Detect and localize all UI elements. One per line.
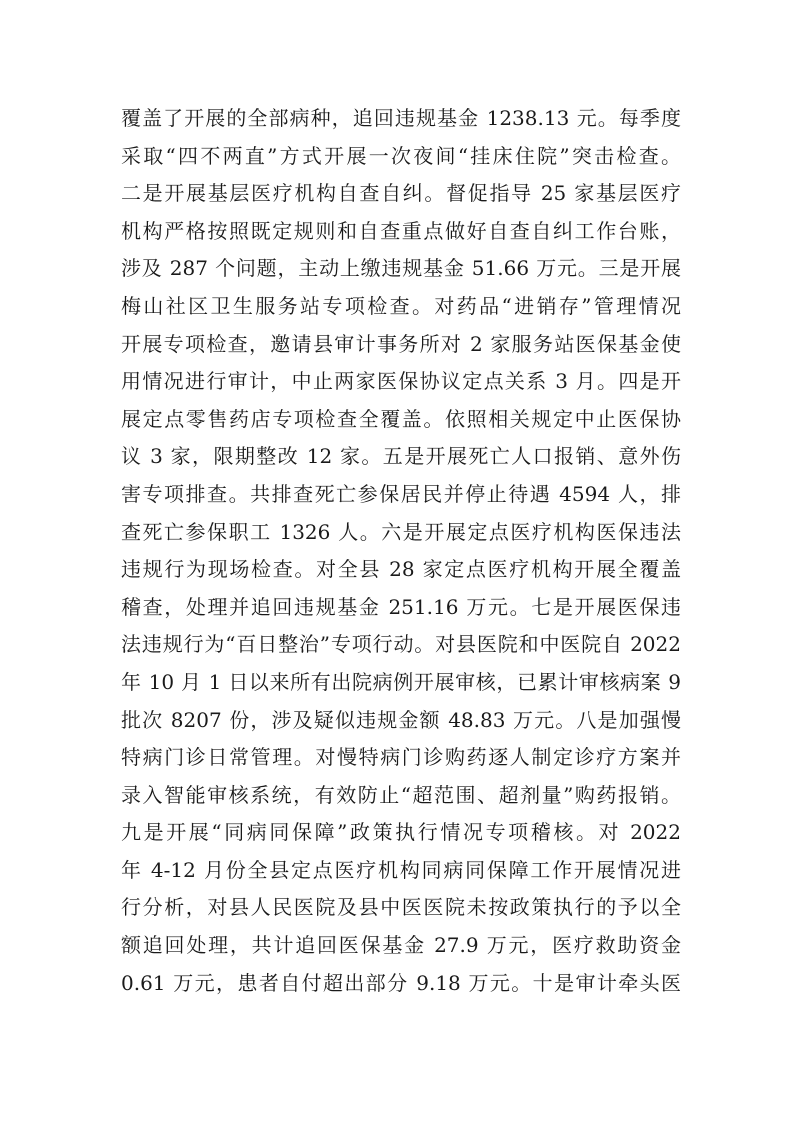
text-line: 违规行为现场检查。对全县 28 家定点医疗机构开展全覆盖 bbox=[121, 557, 681, 582]
text-line: 稽查，处理并追回违规基金 251.16 万元。七是开展医保违 bbox=[121, 594, 681, 619]
text-line: 覆盖了开展的全部病种，追回违规基金 1238.13 元。每季度 bbox=[121, 106, 681, 130]
text-line: 害专项排查。共排查死亡参保居民并停止待遇 4594 人，排 bbox=[121, 481, 681, 506]
text-line: 批次 8207 份，涉及疑似违规金额 48.83 万元。八是加强慢 bbox=[121, 707, 681, 732]
text-line: 机构严格按照既定规则和自查重点做好自查自纠工作台账， bbox=[121, 218, 681, 243]
text-line: 额追回处理，共计追回医保基金 27.9 万元，医疗救助资金 bbox=[121, 933, 681, 958]
body-text bbox=[121, 100, 681, 1002]
text-line: 涉及 287 个问题，主动上缴违规基金 51.66 万元。三是开展 bbox=[121, 256, 681, 281]
text-line: 录入智能审核系统，有效防止“超范围、超剂量”购药报销。 bbox=[121, 782, 681, 807]
text-line: 法违规行为“百日整治”专项行动。对县医院和中医院自 2022 bbox=[121, 632, 681, 657]
text-line: 议 3 家，限期整改 12 家。五是开展死亡人口报销、意外伤 bbox=[121, 444, 681, 469]
text-line: 0.61 万元，患者自付超出部分 9.18 万元。十是审计牵头医 bbox=[121, 970, 681, 995]
text-line: 梅山社区卫生服务站专项检查。对药品“进销存”管理情况 bbox=[121, 293, 681, 318]
text-line: 年 4-12 月份全县定点医疗机构同病同保障工作开展情况进 bbox=[121, 857, 681, 882]
text-line: 采取“四不两直”方式开展一次夜间“挂床住院”突击检查。 bbox=[121, 143, 681, 168]
text-line: 查死亡参保职工 1326 人。六是开展定点医疗机构医保违法 bbox=[121, 519, 681, 544]
text-line: 行分析，对县人民医院及县中医医院未按政策执行的予以全 bbox=[121, 895, 681, 920]
text-line: 开展专项检查，邀请县审计事务所对 2 家服务站医保基金使 bbox=[121, 331, 681, 356]
text-line: 用情况进行审计，中止两家医保协议定点关系 3 月。四是开 bbox=[121, 369, 681, 394]
text-line: 年 10 月 1 日以来所有出院病例开展审核，已累计审核病案 9 bbox=[121, 669, 681, 694]
text-line: 二是开展基层医疗机构自查自纠。督促指导 25 家基层医疗 bbox=[121, 181, 681, 206]
text-line: 展定点零售药店专项检查全覆盖。依照相关规定中止医保协 bbox=[121, 406, 681, 431]
text-line: 特病门诊日常管理。对慢特病门诊购药逐人制定诊疗方案并 bbox=[121, 745, 681, 770]
text-line: 九是开展“同病同保障”政策执行情况专项稽核。对 2022 bbox=[121, 820, 681, 845]
